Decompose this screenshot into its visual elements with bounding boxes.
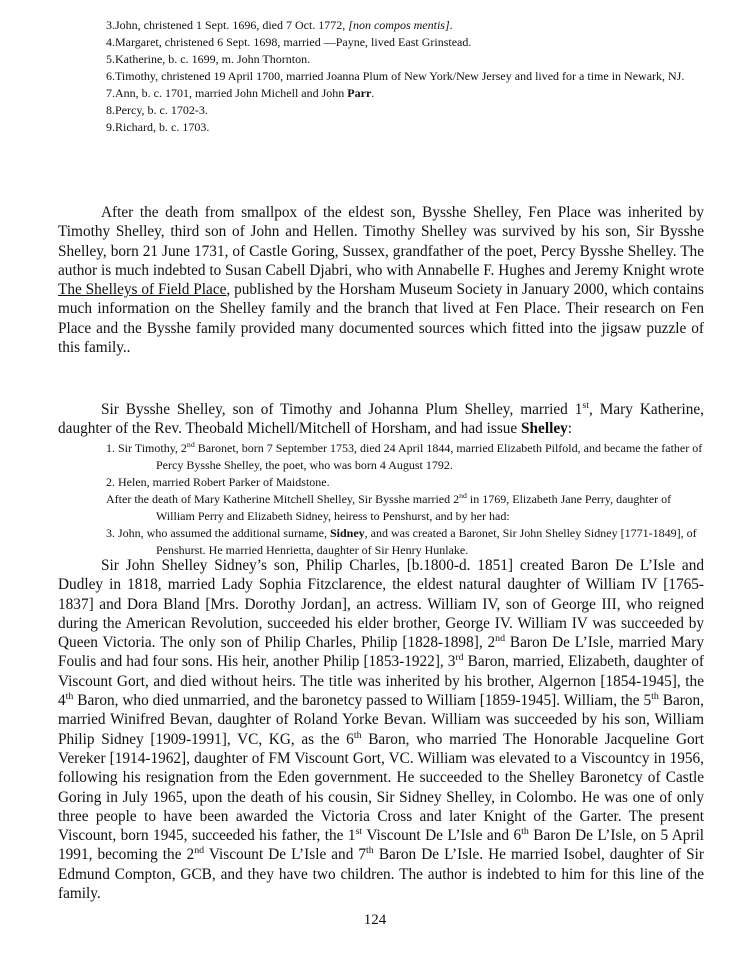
list-item: 4.Margaret, christened 6 Sept. 1698, married —Payne, lived East Grinstead.: [106, 35, 472, 49]
list-item: 9.Richard, b. c. 1703.: [106, 120, 210, 134]
list-item: 3. John, who assumed the additional surname, Sidney, and was created a Baronet, Sir John Shelley Sidney [1771-1849], of Penshurst. He married Henrietta, daughter of Sir Henry Hunlake.: [106, 526, 697, 557]
list-item: 2. Helen, married Robert Parker of Maidstone.: [106, 475, 330, 489]
issue-list: [106, 440, 704, 559]
issue-note: After the death of Mary Katherine Mitchell Shelley, Sir Bysshe married 2nd in 1769, Elizabeth Jane Perry, daughter of William Perry and Elizabeth Sidney, heiress to Penshurst, and by her had:: [106, 491, 672, 523]
list-item: 3.John, christened 1 Sept. 1696, died 7 Oct. 1772, [non compos mentis].: [106, 18, 453, 32]
page-number: 124: [363, 912, 387, 928]
list-item: 6.Timothy, christened 19 April 1700, married Joanna Plum of New York/New Jersey and lived for a time in Newark, NJ.: [106, 69, 685, 83]
children-list: [106, 17, 706, 136]
list-item: 7.Ann, b. c. 1701, married John Michell and John Parr.: [106, 86, 375, 100]
list-item: 8.Percy, b. c. 1702-3.: [106, 103, 208, 117]
paragraph-sir-bysshe: Sir Bysshe Shelley, son of Timothy and Johanna Plum Shelley, married 1st, Mary Katherine, daughter of the Rev. Theobald Michell/Mitchell of Horsham, and had issue Shelley:: [58, 399, 704, 438]
list-item: 5.Katherine, b. c. 1699, m. John Thornton.: [106, 52, 311, 66]
paragraph-de-lisle: Sir John Shelley Sidney’s son, Philip Charles, [b.1800-d. 1851] created Baron De L’Isle and Dudley in 1818, married Lady Sophia Fitzclarence, the eldest natural daughter of William IV [1765-1837] and Dora Bland [Mrs. Dorothy Jordan], an actress. William IV, son of George III, who reigned during the American Revolution, succeeded his elder brother, George IV. William IV was succeeded by Queen Victoria. The only son of Philip Charles, Philip [1828-1898], 2nd Baron De L’Isle, married Mary Foulis and had four sons. His heir, another Philip [1853-1922], 3rd Baron, married, Elizabeth, daughter of Viscount Gort, and died without heirs. The title was inherited by his brother, Algernon [1854-1945], the 4th Baron, who died unmarried, and the baronetcy passed to William [1859-1945]. William, the 5th Baron, married Winifred Bevan, daughter of Roland Yorke Bevan. William was succeeded by his son, William Philip Sidney [1909-1991], VC, KG, as the 6th Baron, who married The Honorable Jacqueline Gort Vereker [1914-1962], daughter of FM Viscount Gort, VC. William was elevated to a Viscountcy in 1956, following his resignation from the Eden government. He succeeded to the Shelley Baronetcy of Castle Goring in July 1965, upon the death of his cousin, Sir Sidney Shelley, in Colombo. He was one of only three people to have been awarded the Victoria Cross and later Knight of the Garter. The present Viscount, born 1945, succeeded his father, the 1st Viscount De L’Isle and 6th Baron De L’Isle, on 5 April 1991, becoming the 2nd Viscount De L’Isle and 7th Baron De L’Isle. He married Isobel, daughter of Sir Edmund Compton, GCB, and they have two children. The author is indebted to him for this line of the family.: [58, 557, 705, 903]
book-title: The Shelleys of Field Place: [58, 281, 227, 299]
list-item: 1. Sir Timothy, 2nd Baronet, born 7 September 1753, died 24 April 1844, married Elizabeth Pilfold, and became the father of Percy Bysshe Shelley, the poet, who was born 4 August 1792.: [106, 440, 703, 472]
paragraph-fen-place: After the death from smallpox of the eldest son, Bysshe Shelley, Fen Place was inherited by Timothy Shelley, third son of John and Hellen. Timothy Shelley was survived by his son, Sir Bysshe Shelley, born 21 June 1731, of Castle Goring, Sussex, grandfather of the poet, Percy Bysshe Shelley. The author is much indebted to Susan Cabell Djabri, who with Annabelle F. Hughes and Jeremy Knight wrote The Shelleys of Field Place, published by the Horsham Museum Society in January 2000, which contains much information on the Shelley family and the branch that lived at Fen Place. Their research on Fen Place and the Bysshe family provided many documented sources which fitted into the jigsaw puzzle of this family..: [58, 204, 704, 357]
